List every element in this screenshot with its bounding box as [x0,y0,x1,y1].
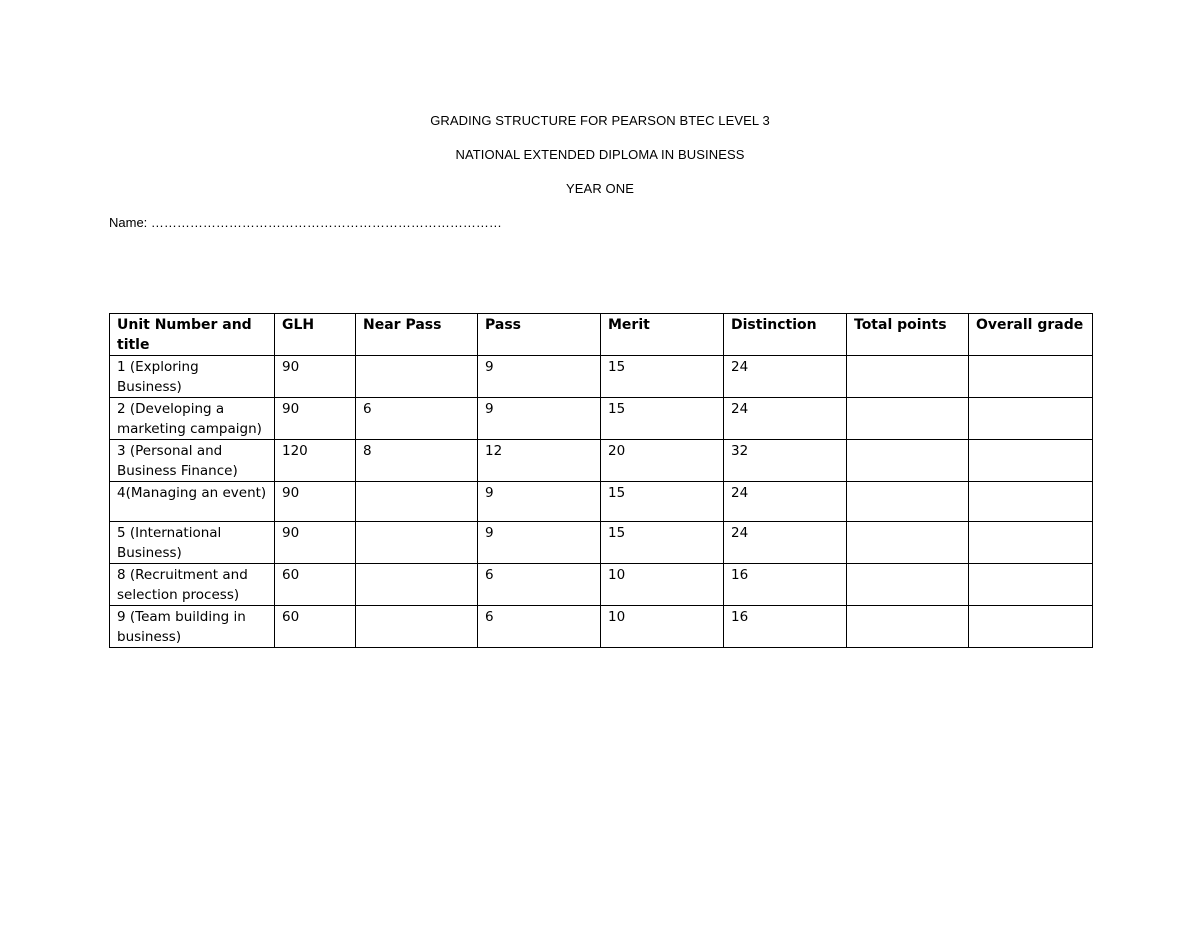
cell-total-points [847,356,969,398]
cell-total-points [847,482,969,522]
header-merit: Merit [601,314,724,356]
cell-merit: 15 [601,522,724,564]
cell-pass: 6 [478,564,601,606]
cell-unit: 3 (Personal and Business Finance) [110,440,275,482]
cell-glh: 60 [275,606,356,648]
cell-glh: 90 [275,482,356,522]
cell-distinction: 32 [724,440,847,482]
cell-distinction: 16 [724,564,847,606]
cell-distinction: 16 [724,606,847,648]
cell-distinction: 24 [724,482,847,522]
cell-glh: 90 [275,398,356,440]
cell-total-points [847,522,969,564]
cell-glh: 120 [275,440,356,482]
table-row [110,564,1093,606]
cell-unit: 4(Managing an event) [110,482,275,522]
cell-distinction: 24 [724,356,847,398]
table-row [110,482,1093,522]
cell-merit: 15 [601,356,724,398]
cell-unit: 9 (Team building in business) [110,606,275,648]
cell-total-points [847,398,969,440]
heading-line-3: YEAR ONE [566,181,634,196]
cell-unit: 5 (International Business) [110,522,275,564]
heading-line-2: NATIONAL EXTENDED DIPLOMA IN BUSINESS [455,147,745,162]
header-distinction: Distinction [724,314,847,356]
cell-overall-grade [969,564,1093,606]
cell-total-points [847,440,969,482]
header-near-pass: Near Pass [356,314,478,356]
cell-pass: 9 [478,482,601,522]
cell-overall-grade [969,482,1093,522]
cell-overall-grade [969,606,1093,648]
heading-line-1: GRADING STRUCTURE FOR PEARSON BTEC LEVEL 3 [430,113,770,128]
cell-pass: 6 [478,606,601,648]
cell-glh: 60 [275,564,356,606]
table-row [110,398,1093,440]
cell-distinction: 24 [724,522,847,564]
cell-near-pass: 8 [356,440,478,482]
cell-merit: 10 [601,606,724,648]
cell-merit: 15 [601,482,724,522]
cell-pass: 9 [478,522,601,564]
cell-pass: 9 [478,398,601,440]
cell-unit: 8 (Recruitment and selection process) [110,564,275,606]
cell-unit: 2 (Developing a marketing campaign) [110,398,275,440]
cell-near-pass [356,356,478,398]
header-unit: Unit Number and title [110,314,275,356]
table-row [110,522,1093,564]
cell-overall-grade [969,522,1093,564]
cell-unit: 1 (Exploring Business) [110,356,275,398]
cell-pass: 9 [478,356,601,398]
cell-overall-grade [969,356,1093,398]
header-total-points: Total points [847,314,969,356]
cell-near-pass [356,564,478,606]
cell-total-points [847,606,969,648]
cell-near-pass [356,482,478,522]
cell-overall-grade [969,440,1093,482]
cell-overall-grade [969,398,1093,440]
table-row [110,440,1093,482]
cell-merit: 10 [601,564,724,606]
table-header-row [110,314,1093,356]
table-row [110,356,1093,398]
table-row [110,606,1093,648]
cell-merit: 15 [601,398,724,440]
header-pass: Pass [478,314,601,356]
name-field-label: Name: ……………………………………………………………………… [109,215,502,230]
cell-glh: 90 [275,522,356,564]
cell-glh: 90 [275,356,356,398]
cell-near-pass: 6 [356,398,478,440]
header-overall-grade: Overall grade [969,314,1093,356]
cell-near-pass [356,606,478,648]
grading-table [109,313,1093,648]
cell-near-pass [356,522,478,564]
header-glh: GLH [275,314,356,356]
cell-total-points [847,564,969,606]
cell-merit: 20 [601,440,724,482]
cell-distinction: 24 [724,398,847,440]
cell-pass: 12 [478,440,601,482]
